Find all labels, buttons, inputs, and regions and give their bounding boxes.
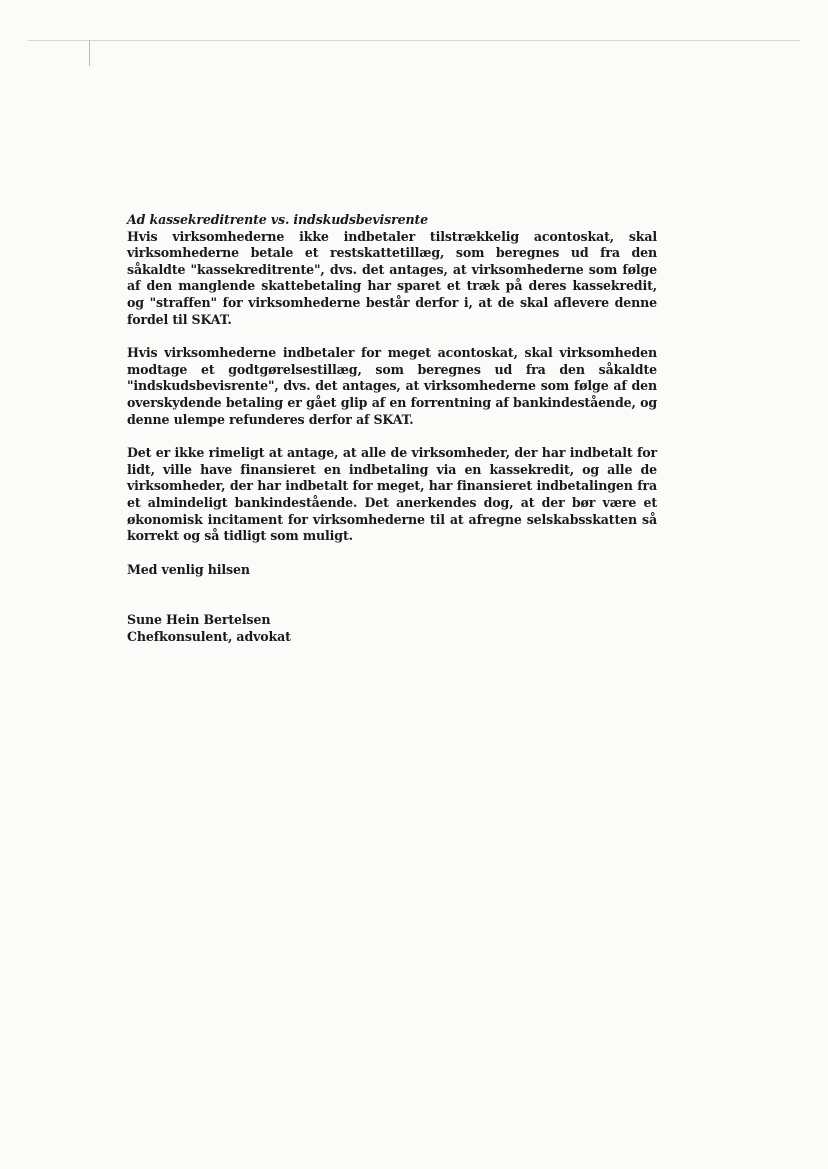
signature-block	[127, 612, 657, 645]
signer-title: Chefkonsulent, advokat	[127, 628, 291, 644]
paragraph-godtgoerelse: Hvis virksomhederne indbetaler for meget acontoskat, skal virksomheden modtage et godtgørelsestillæg, som beregnes ud fra den såkaldte "indskudsbevisrente", dvs. det antages, at virksomhederne som følge af den overskydende betaling er gået glip af en forrentning af bankindestående, og denne ulempe refunderes derfor af SKAT.	[127, 345, 657, 427]
section-heading: Ad kassekreditrente vs. indskudsbevisrente	[127, 212, 428, 227]
signer-name: Sune Hein Bertelsen	[127, 612, 271, 628]
scan-artifact-tick	[89, 40, 90, 66]
paragraph-vurdering: Det er ikke rimeligt at antage, at alle de virksomheder, der har indbetalt for lidt, ville have finansieret en indbetaling via en kassekredit, og alle de virksomheder, der har indbetalt for meget, har finansieret indbetalingen fra et almindeligt bankindestående. Det anerkendes dog, at der bør være et økonomisk incitament for virksomhederne til at afregne selskabsskatten så korrekt og så tidligt som muligt.	[127, 445, 657, 544]
closing-greeting: Med venlig hilsen	[127, 561, 250, 577]
paragraph-restskat: Hvis virksomhederne ikke indbetaler tilstrækkelig acontoskat, skal virksomhederne betale et restskattetillæg, som beregnes ud fra den såkaldte "kassekreditrente", dvs. det antages, at virksomhederne som følge af den manglende skattebetaling har sparet et træk på deres kassekredit, og "straffen" for virksomhederne består derfor i, at de skal aflevere denne fordel til SKAT.	[127, 228, 657, 327]
scan-artifact-line	[28, 40, 800, 41]
letter-body	[127, 212, 657, 645]
